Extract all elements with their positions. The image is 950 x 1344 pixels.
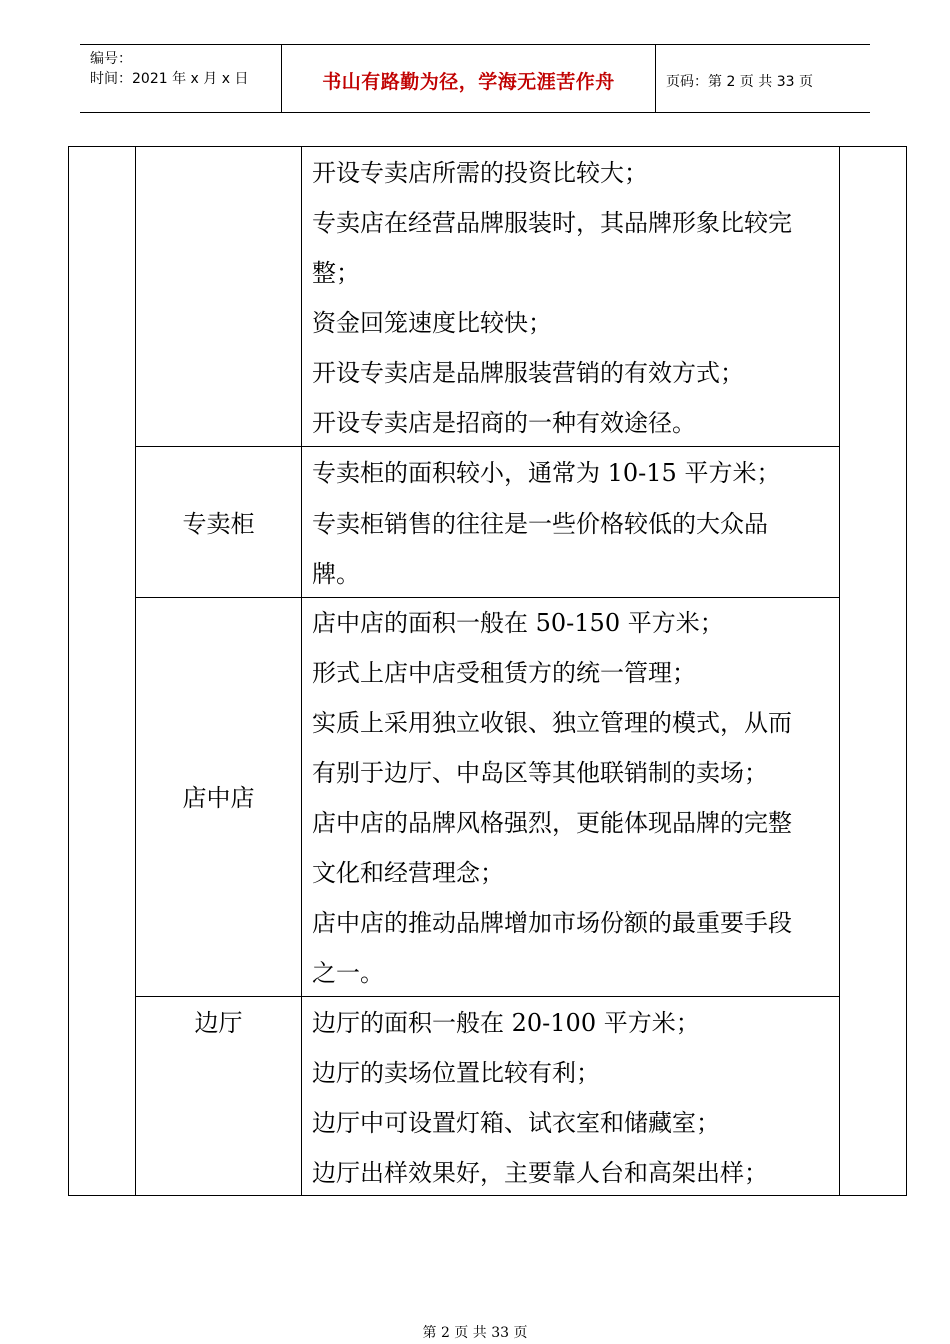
table-column-divider [301, 146, 302, 1196]
row-label-shop-in-shop: 店中店 [182, 784, 255, 812]
row-label-side-hall: 边厅 [194, 1009, 243, 1037]
table-cell-line: 边厅中可设置灯箱、试衣室和储藏室； [312, 1109, 720, 1137]
table-row-divider [135, 446, 840, 447]
table-cell-line: 实质上采用独立收银、独立管理的模式，从而 [312, 709, 792, 737]
page-header [80, 44, 870, 113]
table-cell-line: 开设专卖店所需的投资比较大； [312, 159, 648, 187]
document-date-label: 时间：2021 年 x 月 x 日 [90, 71, 249, 87]
header-page-info: 页码：第 2 页 共 33 页 [666, 74, 813, 90]
table-cell-line: 店中店的品牌风格强烈，更能体现品牌的完整 [312, 809, 792, 837]
table-cell-line: 形式上店中店受租赁方的统一管理； [312, 659, 696, 687]
document-number-label: 编号： [90, 51, 132, 67]
header-divider [655, 45, 656, 113]
table-cell-line: 开设专卖店是招商的一种有效途径。 [312, 409, 696, 437]
table-column-divider [135, 146, 136, 1196]
table-cell-line: 店中店的推动品牌增加市场份额的最重要手段 [312, 909, 792, 937]
page-footer: 第 2 页 共 33 页 [422, 1325, 528, 1341]
table-cell-line: 牌。 [312, 560, 360, 588]
table-cell-line: 整； [312, 259, 360, 287]
table-cell-line: 有别于边厅、中岛区等其他联销制的卖场； [312, 759, 768, 787]
header-motto: 书山有路勤为径，学海无涯苦作舟 [322, 71, 615, 93]
table-cell-line: 文化和经营理念； [312, 859, 504, 887]
table-column-divider [839, 146, 840, 1196]
table-cell-line: 资金回笼速度比较快； [312, 309, 552, 337]
table-cell-line: 边厅的面积一般在 20-100 平方米； [312, 1009, 700, 1037]
table-cell-line: 店中店的面积一般在 50-150 平方米； [312, 609, 724, 637]
table-cell-line: 之一。 [312, 959, 384, 987]
table-cell-line: 专卖柜的面积较小，通常为 10-15 平方米； [312, 459, 781, 487]
table-cell-line: 专卖柜销售的往往是一些价格较低的大众品 [312, 510, 768, 538]
table-cell-line: 边厅出样效果好，主要靠人台和高架出样； [312, 1159, 768, 1187]
table-cell-line: 边厅的卖场位置比较有利； [312, 1059, 600, 1087]
table-cell-line: 开设专卖店是品牌服装营销的有效方式； [312, 359, 744, 387]
row-label-counter: 专卖柜 [182, 510, 255, 538]
table-row-divider [135, 996, 840, 997]
table-cell-line: 专卖店在经营品牌服装时，其品牌形象比较完 [312, 209, 792, 237]
table-row-divider [135, 597, 840, 598]
header-meta [90, 49, 248, 89]
